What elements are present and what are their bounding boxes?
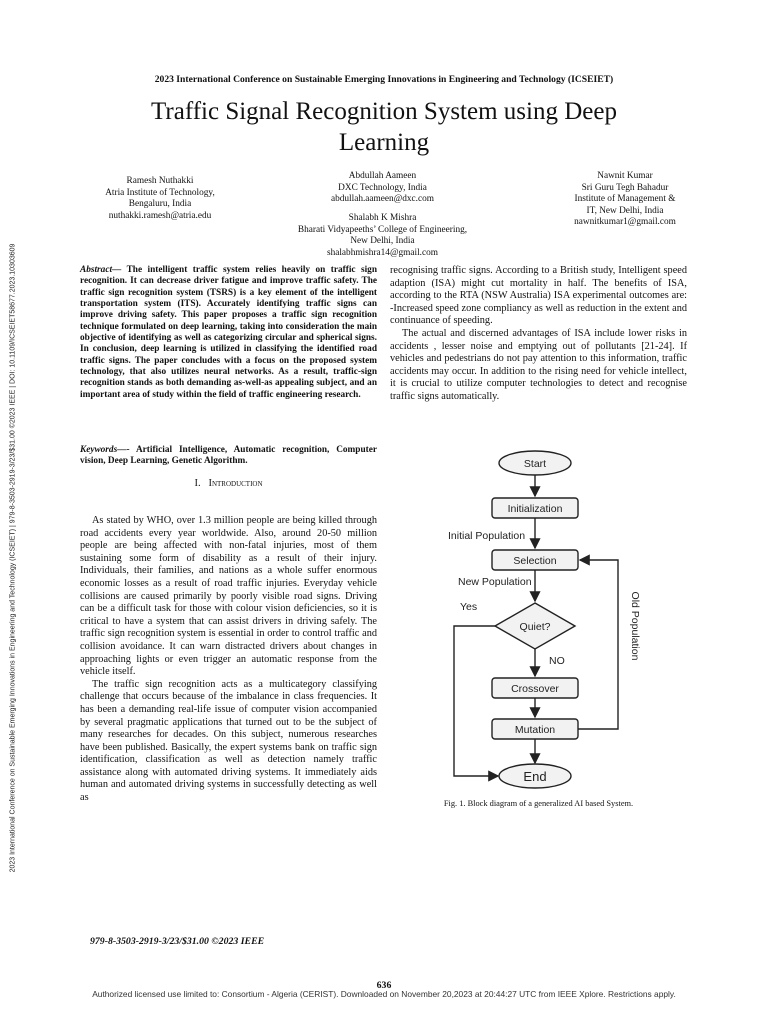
keywords <box>80 445 377 468</box>
abstract <box>80 265 377 401</box>
abstract-text: The intelligent traffic system relies heavily on traffic sign recognition. It can decrease driver fatigue and improve traffic safety. The traffic sign recognition system (TSRS) is a key element of the intelligent transportation system (ITS). Accurately identifying traffic signs can improve driving safety. This paper proposes a traffic sign recognition technique formulated on deep learning, taking into consideration the main objective of identifying as well as categorizing circular and spherical signs. In conclusion, deep learning is utilized in classifying the identified road traffic signs. The paper concludes with a focus on the proposed system technology, that also utilizes neural networks. As a result, traffic-sign recognition stands as both demanding as-well-as appealing subject, and an important area of study within the field of traffic engineering research. <box>80 265 377 400</box>
figure-caption: Fig. 1. Block diagram of a generalized AI based System. <box>443 799 634 808</box>
keywords-label: Keywords— <box>80 445 127 455</box>
author-name: Nawnit Kumar <box>597 171 653 181</box>
page-number: 636 <box>376 980 392 991</box>
yes-path <box>454 626 498 776</box>
author-name: Abdullah Aameen <box>348 171 417 181</box>
paragraph: The actual and discerned advantages of ISA include lower risks in accidents , lesser noise and emptying out of pollutants [21-24]. If vehicles and pedestrians do not pay attention to this information, traffic accidents may occur. In addition to the rising need for vehicle intellect, it is crucial to utilize computer technologies to detect and recognise traffic signs automatically. <box>390 327 687 402</box>
flowchart-figure <box>440 446 650 791</box>
flowchart-svg <box>440 446 650 791</box>
isbn-footer: 979-8-3503-2919-3/23/$31.00 ©2023 IEEE <box>90 936 265 947</box>
author-block-2 <box>275 171 490 206</box>
old-population-label: Old Population <box>629 591 641 661</box>
author-name: Shalabh K Mishra <box>348 213 417 223</box>
paper-title-line-2: Learning <box>338 129 430 156</box>
selection-label: Selection <box>513 555 557 567</box>
author-affiliation: Institute of Management & <box>574 194 676 205</box>
old-population-path <box>578 560 618 729</box>
author-email: abdullah.aameen@dxc.com <box>330 194 435 205</box>
author-email: shalabhmishra14@gmail.com <box>326 247 439 258</box>
mutation-label: Mutation <box>514 724 556 736</box>
author-name: Ramesh Nuthakki <box>126 176 194 186</box>
keywords-text: - Artificial Intelligence, Automatic recognition, Computer vision, Deep Learning, Genetic Algorithm. <box>80 445 377 467</box>
author-affiliation: DXC Technology, India <box>338 182 427 193</box>
author-email: nuthakki.ramesh@atria.edu <box>108 210 212 221</box>
author-affiliation: New Delhi, India <box>350 236 415 247</box>
right-column-body <box>390 265 687 404</box>
author-affiliation: Sri Guru Tegh Bahadur <box>581 182 669 193</box>
author-block-3 <box>540 171 710 229</box>
license-notice: Authorized licensed use limited to: Consortium - Algeria (CERIST). Downloaded on November 20,2023 at 20:44:27 UTC from IEEE Xplore. Restrictions apply. <box>92 989 676 999</box>
end-label: End <box>523 769 547 784</box>
paragraph: recognising traffic signs. According to a British study, Intelligent speed adaption (ISA) might cut mortality in half. The benefits of ISA, according to the RTA (NSW Australia) ISA experimental outcomes are: -Increased speed zone compliancy as well as reduction in the extent and continuance of speeding. <box>390 265 687 327</box>
introduction-body <box>80 515 377 805</box>
conference-header: 2023 International Conference on Sustainable Emerging Innovations in Engineering and Technology (ICSEIET) <box>154 74 614 85</box>
doi-sidebar-text: 2023 International Conference on Sustainable Emerging Innovations in Engineering and Technology (ICSEIET) | 979-8-3503-2919-3/23/$31.00 ©2023 IEEE | DOI: 10.1109/ICSEIET58677.2023.10303609 <box>9 243 17 872</box>
author-email: nawnitkumar1@gmail.com <box>574 217 676 228</box>
new-population-label: New Population <box>458 576 532 588</box>
author-block-4 <box>270 213 495 259</box>
author-affiliation: Bharati Vidyapeeths’ College of Engineering, <box>297 224 468 235</box>
paper-title-line-1: Traffic Signal Recognition System using Deep <box>151 98 617 125</box>
paragraph: As stated by WHO, over 1.3 million people are being killed through road accidents every year worldwide. Also, around 20-50 million people are being affected with non-fatal injuries, most of them sustaining some form of disability as a result of their injury. Individuals, their families, and nations as a whole suffer enormous economic losses as a result of road traffic injuries. Everyday vehicle collisions are caused primarily by poorly visible road signs. Driving can be a difficult task for those with colour vision deficiencies, so it is critical to have a system that can assist drivers in driving safely. The traffic sign recognition system is essential in order to control traffic and collision avoidance. It can warn distracted drivers about changes in approaching lights or even trigger an automatic response from the vehicle itself. <box>80 515 377 678</box>
initial-population-label: Initial Population <box>448 530 526 542</box>
yes-label: Yes <box>460 601 478 613</box>
crossover-label: Crossover <box>511 683 559 695</box>
quiet-label: Quiet? <box>519 621 551 633</box>
author-block-1 <box>60 176 260 222</box>
author-affiliation: Bengaluru, India <box>128 199 192 210</box>
section-number: I. <box>194 478 201 489</box>
paper-title <box>90 96 678 158</box>
section-heading <box>80 478 377 489</box>
section-title: Introduction <box>208 478 263 489</box>
initialization-label: Initialization <box>507 503 563 515</box>
doi-sidebar <box>2 160 24 955</box>
paragraph: The traffic sign recognition acts as a multicategory classifying challenge that occurs because of the imbalance in class frequencies. It has been a demanding real-life issue of computer vision accompanied by several pragmatic applications that turned out to be the subject of many researches for decades. On this subject, numerous researches have been published. Basically, the expert systems bank on traffic sign identification, classification as well as detection namely traffic assistance along with automated driving systems. It immediately aids human and automated driving systems in successfully detecting as well as <box>80 678 377 804</box>
start-label: Start <box>523 458 547 470</box>
abstract-label: Abstract— <box>80 265 122 275</box>
author-affiliation: Atria Institute of Technology, <box>105 187 215 198</box>
author-affiliation: IT, New Delhi, India <box>586 205 664 216</box>
no-label: NO <box>549 655 565 667</box>
